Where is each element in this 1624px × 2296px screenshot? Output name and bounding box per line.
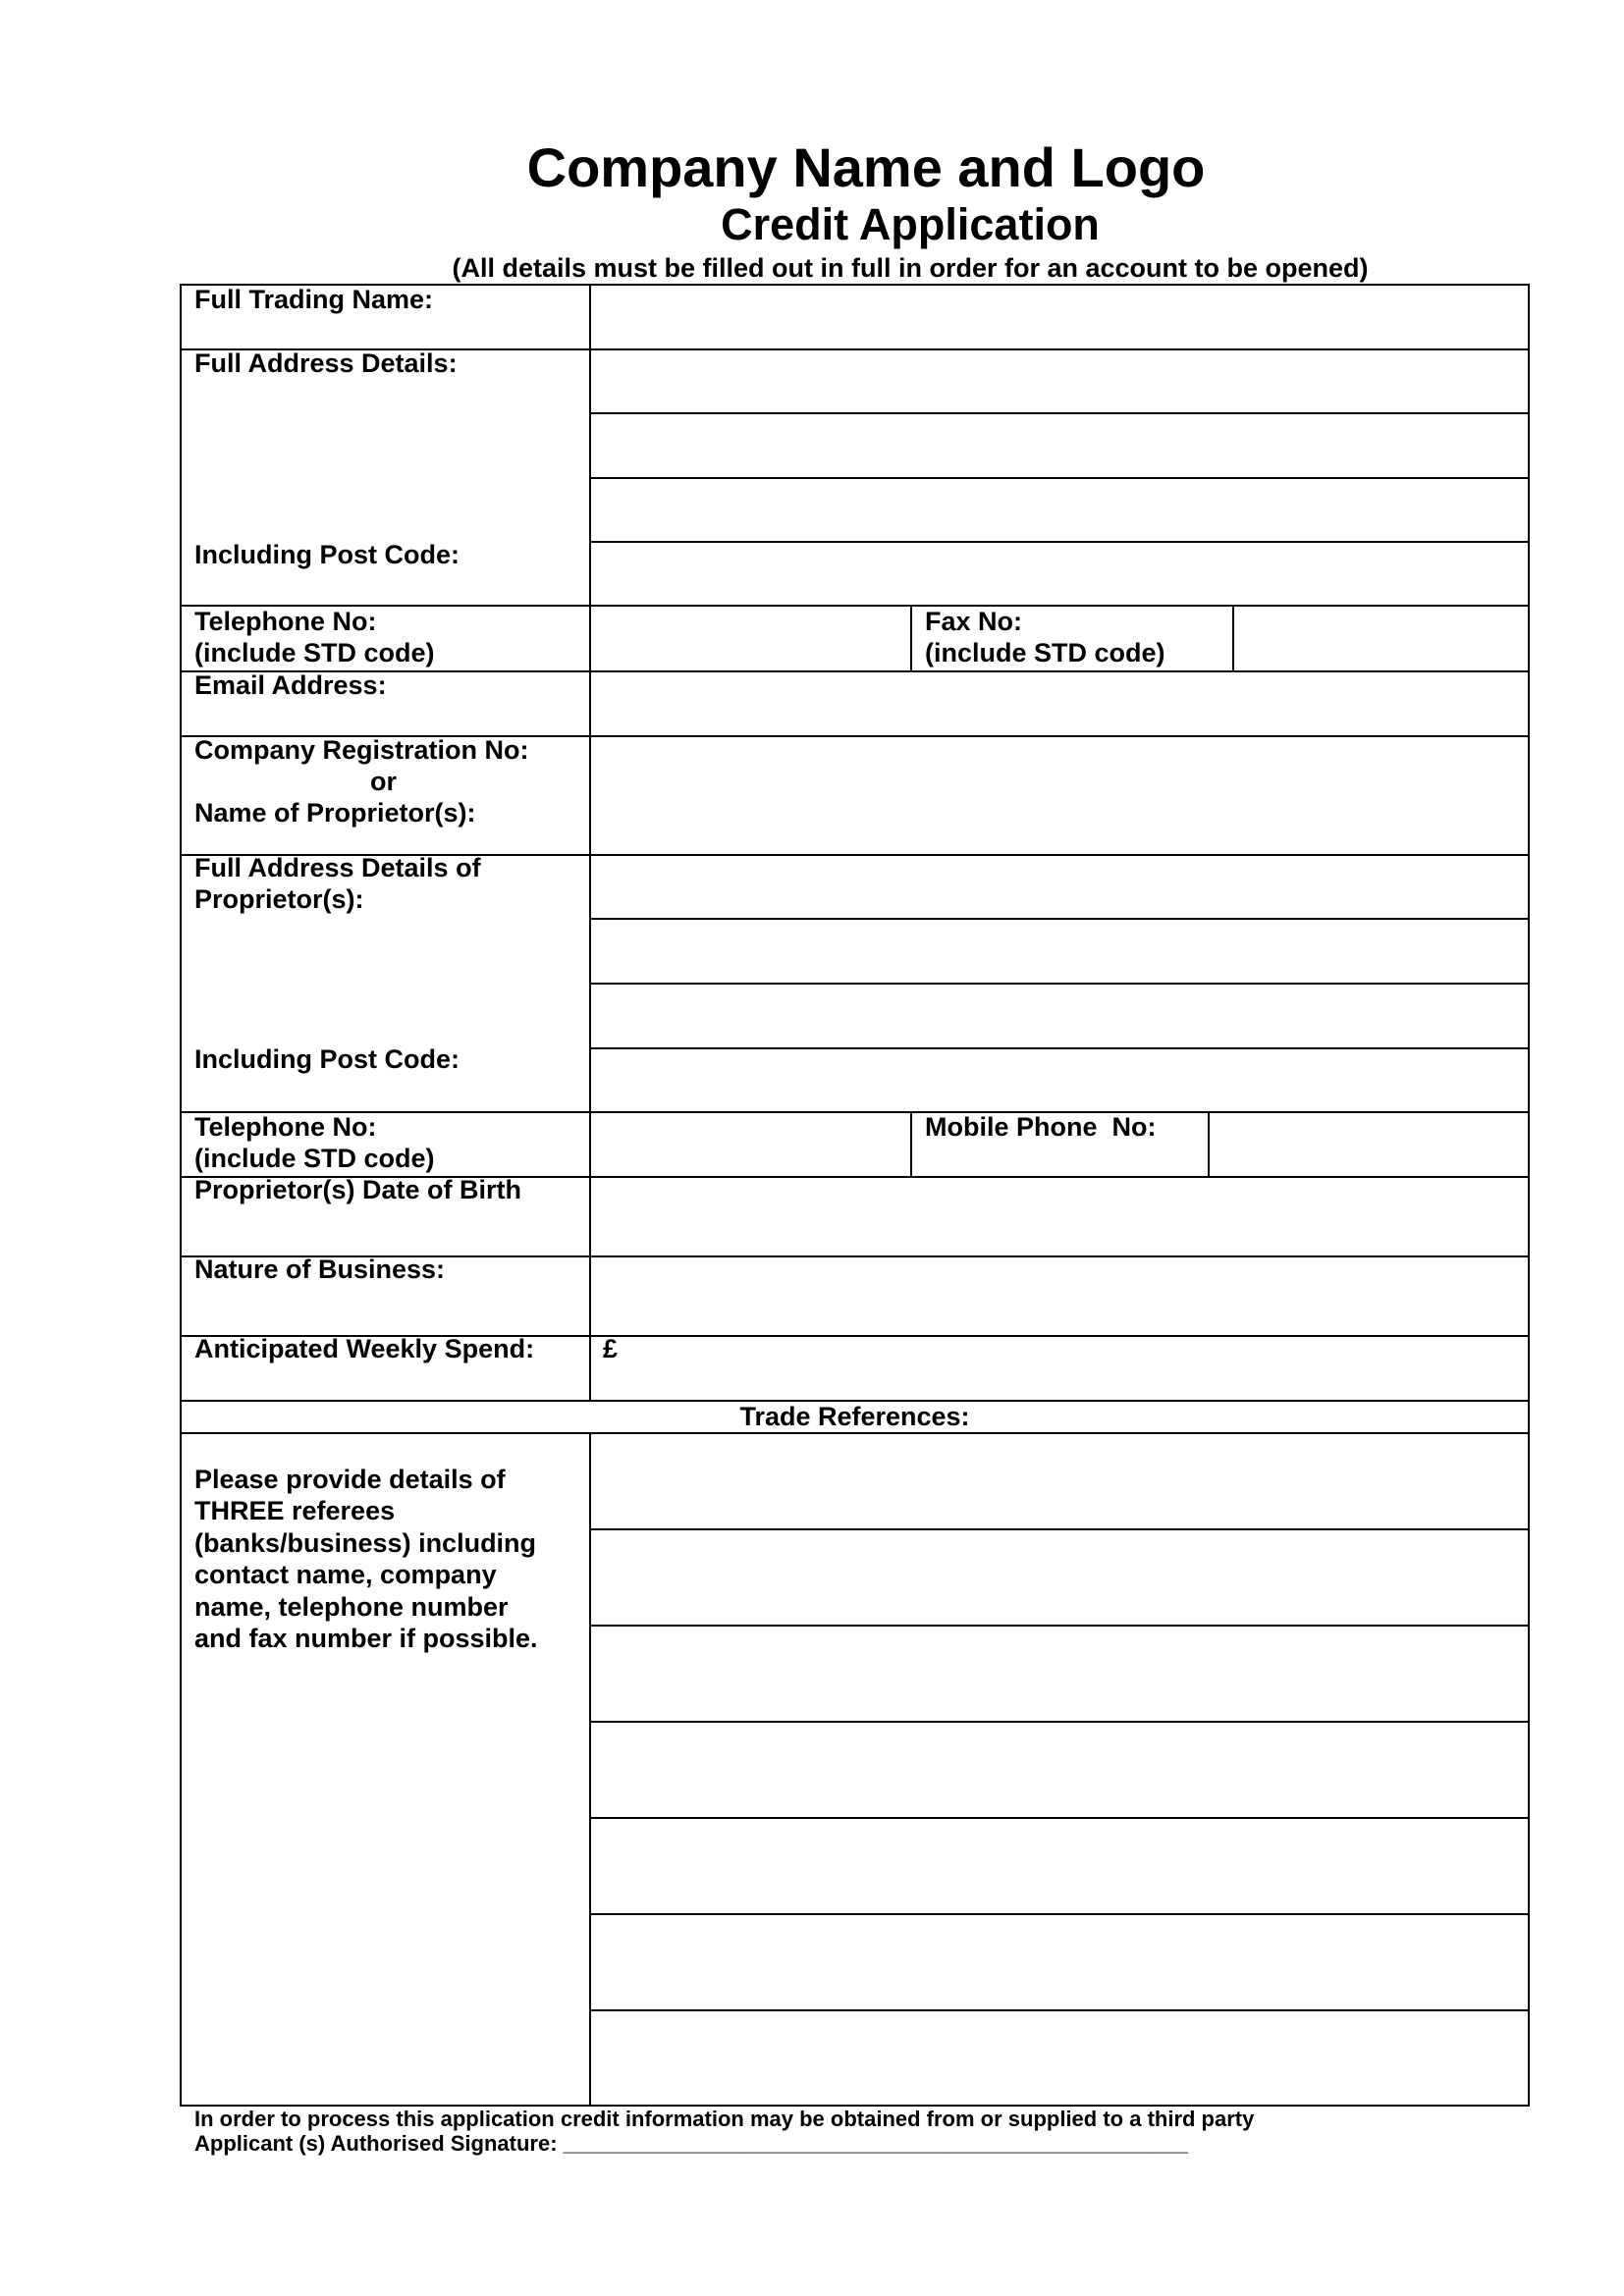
or-label: or [370,767,397,796]
reference-line-3-field[interactable] [591,1627,1528,1721]
prop-postcode-label: Including Post Code: [194,1044,460,1074]
telephone-label: Telephone No: [194,607,377,636]
proprietor-name-label: Name of Proprietor(s): [194,798,476,828]
mobile-divider [910,1111,912,1178]
prop-address-label-line-2: Proprietor(s): [194,884,364,914]
company-reg-label: Company Registration No: [194,735,529,765]
prop-telephone-std-label: (include STD code) [194,1144,435,1173]
reference-line-4-field[interactable] [591,1723,1528,1817]
trading-name-field[interactable] [591,286,1528,348]
prop-address-line-3-field[interactable] [591,985,1528,1047]
signature-line[interactable]: Applicant (s) Authorised Signature: ____________________________________________________ [194,2131,1188,2156]
prop-postcode-field[interactable] [591,1049,1528,1111]
currency-symbol: £ [603,1334,619,1363]
trading-name-label: Full Trading Name: [194,285,434,314]
company-reg-field[interactable] [591,737,1528,854]
mobile-label: Mobile Phone No: [925,1112,1157,1142]
address-line-1-field[interactable] [591,350,1528,412]
address-label: Full Address Details: [194,348,458,378]
weekly-spend-field[interactable] [628,1337,1528,1400]
reference-line-5-field[interactable] [591,1819,1528,1913]
reference-line-6-field[interactable] [591,1915,1528,2009]
telephone-std-label: (include STD code) [194,638,435,667]
prop-telephone-field[interactable] [591,1113,910,1176]
fax-field[interactable] [1234,607,1528,670]
reference-line-7-field[interactable] [591,2011,1528,2105]
mobile-field[interactable] [1210,1113,1528,1176]
prop-telephone-label: Telephone No: [194,1112,377,1142]
reference-line-1-field[interactable] [591,1434,1528,1528]
prop-address-line-1-field[interactable] [591,856,1528,918]
reference-line-2-field[interactable] [591,1530,1528,1625]
prop-address-label-line-1: Full Address Details of [194,853,481,882]
postcode-label: Including Post Code: [194,540,460,569]
prop-address-line-2-field[interactable] [591,920,1528,983]
dob-field[interactable] [591,1178,1528,1255]
instruction-line: Please provide details of [194,1465,506,1494]
table-border-right [1528,284,1530,2107]
instruction-line: and fax number if possible. [194,1624,538,1653]
postcode-field[interactable] [591,543,1528,605]
fax-divider [910,605,912,671]
instruction-line: (banks/business) including [194,1528,537,1558]
trade-references-heading: Trade References: [739,1402,970,1431]
instruction-line: contact name, company [194,1560,497,1589]
table-border-left [180,284,182,2107]
weekly-spend-label: Anticipated Weekly Spend: [194,1334,535,1363]
fax-label: Fax No: [925,607,1023,636]
instruction-line: THREE referees [194,1496,396,1525]
address-line-3-field[interactable] [591,479,1528,541]
email-label: Email Address: [194,670,387,700]
credit-disclaimer: In order to process this application credit information may be obtained from or supplied to a third party [194,2107,1255,2131]
instruction-line: name, telephone number [194,1592,509,1622]
dob-label: Proprietor(s) Date of Birth [194,1175,522,1204]
company-name-logo: Company Name and Logo [526,136,1206,198]
address-line-2-field[interactable] [591,414,1528,477]
telephone-field[interactable] [591,607,910,670]
form-title: Credit Application [721,199,1100,249]
nature-label: Nature of Business: [194,1255,446,1284]
fax-std-label: (include STD code) [925,638,1165,667]
form-instructions: (All details must be filled out in full in order for an account to be opened) [452,253,1369,283]
nature-of-business-field[interactable] [591,1257,1528,1335]
email-field[interactable] [591,672,1528,735]
